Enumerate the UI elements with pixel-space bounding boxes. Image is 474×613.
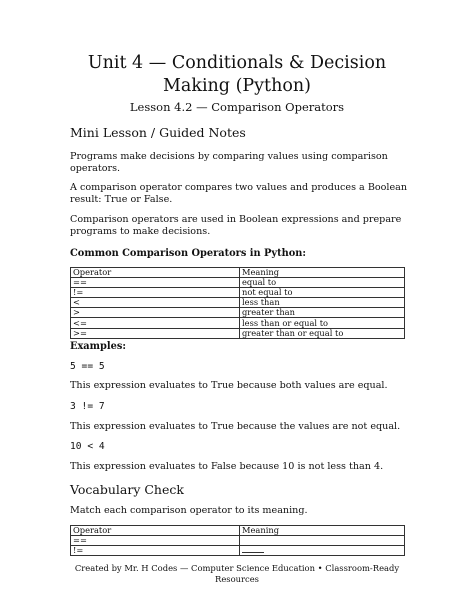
table-row <box>71 546 405 556</box>
operator-cell: == <box>71 278 240 288</box>
column-header-operator: Operator <box>71 268 240 278</box>
operator-cell: != <box>71 288 240 298</box>
operators-table <box>70 267 405 339</box>
column-header-meaning: Meaning <box>240 526 405 536</box>
answer-cell[interactable] <box>240 536 405 546</box>
operator-cell: >= <box>71 328 240 338</box>
paragraph-1: Programs make decisions by comparing values using comparison operators. <box>70 151 388 175</box>
footer-line-2: Resources <box>215 574 259 584</box>
answer-cell[interactable] <box>240 546 405 556</box>
table-row <box>71 328 405 338</box>
table-row <box>71 318 405 328</box>
answer-blank[interactable] <box>242 546 264 553</box>
meaning-cell: less than or equal to <box>240 318 405 328</box>
paragraph-3: Comparison operators are used in Boolean expressions and prepare programs to make decisions. <box>70 214 402 238</box>
operators-table-heading: Common Comparison Operators in Python: <box>70 248 307 259</box>
table-header-row <box>71 526 405 536</box>
example-code-1: 5 == 5 <box>70 361 105 372</box>
page-title <box>40 52 434 98</box>
example-explanation-1: This expression evaluates to True because both values are equal. <box>70 380 388 391</box>
table-row <box>71 278 405 288</box>
table-row <box>71 308 405 318</box>
table-row <box>71 536 405 546</box>
table-row <box>71 298 405 308</box>
meaning-cell: not equal to <box>240 288 405 298</box>
lesson-title: Lesson 4.2 — Comparison Operators <box>129 100 345 114</box>
vocab-table <box>70 525 405 556</box>
meaning-cell: equal to <box>240 278 405 288</box>
mini-lesson-heading: Mini Lesson / Guided Notes <box>70 125 246 140</box>
footer-line-1: Created by Mr. H Codes — Computer Science Education • Classroom-Ready <box>74 563 400 573</box>
paragraph-2: A comparison operator compares two values and produces a Boolean result: True or False. <box>70 182 408 206</box>
table-header-row <box>71 268 405 278</box>
vocab-heading: Vocabulary Check <box>70 482 184 497</box>
column-header-meaning: Meaning <box>240 268 405 278</box>
operator-cell: > <box>71 308 240 318</box>
meaning-cell: greater than or equal to <box>240 328 405 338</box>
meaning-cell: greater than <box>240 308 405 318</box>
vocab-instruction: Match each comparison operator to its meaning. <box>70 505 308 516</box>
operator-cell: == <box>71 536 240 546</box>
operator-cell: <= <box>71 318 240 328</box>
title-line-2: Making (Python) <box>162 76 311 96</box>
footer <box>60 563 414 585</box>
example-code-2: 3 != 7 <box>70 401 105 412</box>
table-row <box>71 288 405 298</box>
column-header-operator: Operator <box>71 526 240 536</box>
meaning-cell: less than <box>240 298 405 308</box>
operator-cell: != <box>71 546 240 556</box>
example-explanation-3: This expression evaluates to False because 10 is not less than 4. <box>70 461 384 472</box>
title-line-1: Unit 4 — Conditionals & Decision <box>87 53 387 73</box>
example-explanation-2: This expression evaluates to True because the values are not equal. <box>70 421 401 432</box>
example-code-3: 10 < 4 <box>70 441 105 452</box>
examples-heading: Examples: <box>70 341 126 352</box>
operator-cell: < <box>71 298 240 308</box>
